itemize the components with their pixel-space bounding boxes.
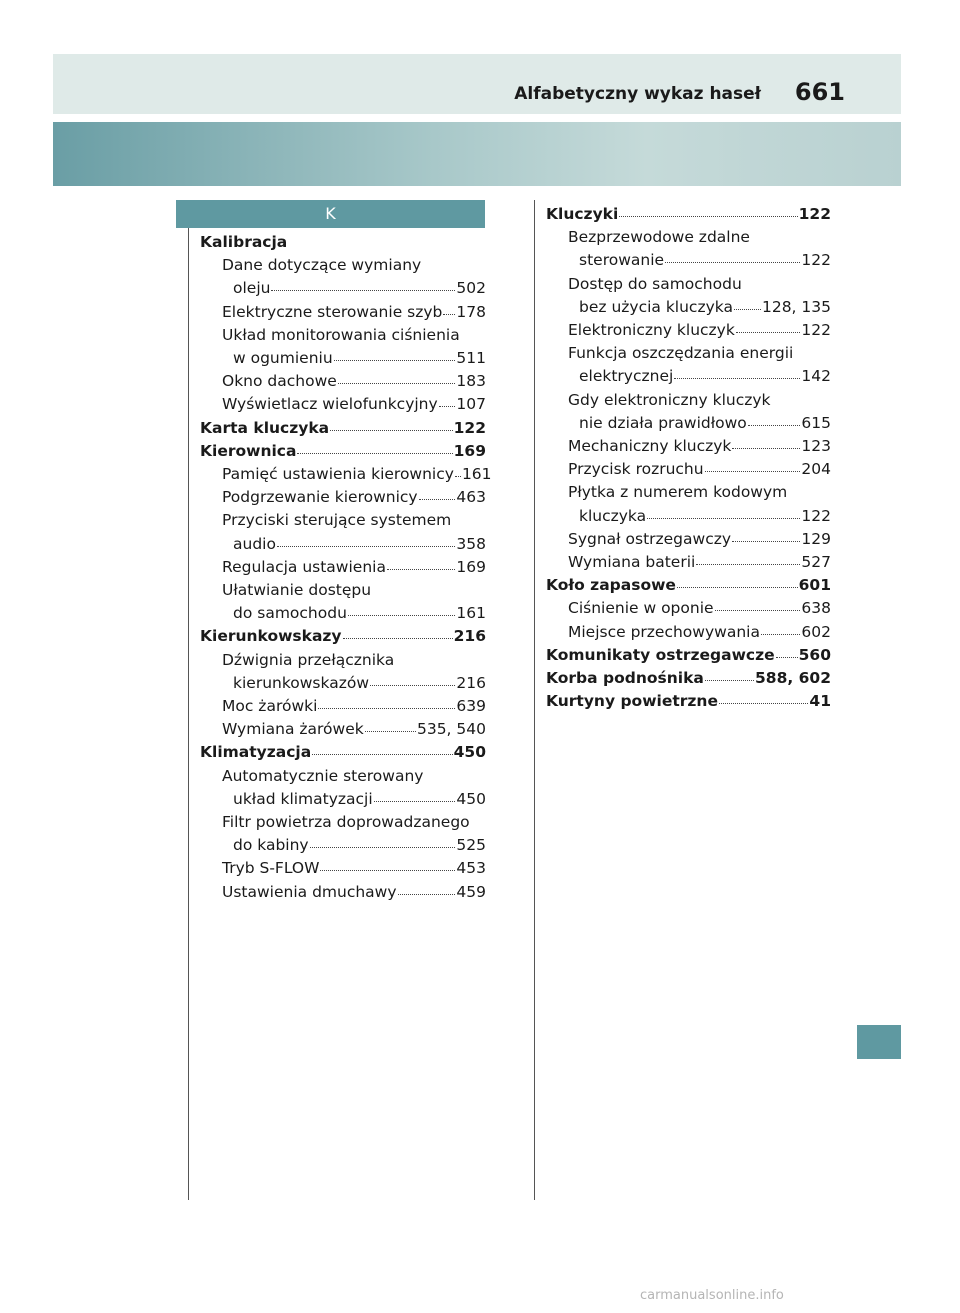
entry-term: do kabiny	[233, 836, 309, 855]
index-subheading: Dostęp do samochodu	[568, 274, 742, 293]
entry-term: oleju	[233, 279, 271, 298]
index-sub-entry	[546, 296, 831, 319]
index-sub-entry	[546, 458, 831, 481]
dot-leader	[330, 416, 453, 431]
entry-page: 142	[801, 367, 831, 386]
entry-term: Wyświetlacz wielofunkcyjny	[222, 395, 438, 414]
index-sub-entry	[200, 463, 492, 486]
index-main-entry	[200, 625, 486, 648]
entry-page: 615	[801, 413, 831, 432]
entry-term: sterowanie	[579, 251, 665, 270]
entry-page: 511	[456, 349, 486, 368]
dot-leader	[310, 833, 456, 848]
right-column-rule	[534, 200, 535, 1200]
index-main-entry	[546, 667, 831, 690]
entry-term: Karta kluczyka	[200, 418, 330, 437]
dot-leader	[297, 439, 452, 454]
dot-leader	[343, 625, 453, 640]
dot-leader	[318, 694, 455, 709]
entry-term: Okno dachowe	[222, 372, 337, 391]
side-tab	[857, 1025, 901, 1059]
right-index-column	[546, 203, 831, 713]
entry-term: Kierunkowskazy	[200, 627, 342, 646]
entry-page: 535, 540	[416, 720, 486, 739]
entry-page: 161	[456, 604, 486, 623]
dot-leader	[443, 300, 455, 315]
page-header	[53, 54, 901, 114]
entry-page: 129	[801, 529, 831, 548]
left-index-column	[200, 231, 492, 904]
entry-page: 588, 602	[755, 669, 831, 688]
index-subheading: Automatycznie sterowany	[222, 766, 424, 785]
index-sub-entry	[546, 249, 831, 272]
dot-leader	[705, 457, 801, 472]
entry-term: bez użycia kluczyka	[579, 297, 733, 316]
dot-leader	[705, 666, 754, 681]
watermark: carmanualsonline.info	[640, 1288, 784, 1303]
dot-leader	[348, 601, 456, 616]
section-letter: K	[176, 200, 485, 228]
dot-leader	[715, 597, 801, 612]
entry-page: 602	[801, 622, 831, 641]
entry-page: 601	[798, 576, 831, 595]
entry-page: 216	[453, 627, 486, 646]
index-main-entry	[546, 574, 831, 597]
entry-term: Komunikaty ostrzegawcze	[546, 645, 775, 664]
dot-leader	[320, 857, 455, 872]
entry-page: 459	[456, 882, 486, 901]
index-sub-entry	[200, 393, 486, 416]
index-subheading: Dźwignia przełącznika	[222, 650, 395, 669]
entry-term: Tryb S-FLOW	[222, 859, 320, 878]
index-main-entry	[200, 440, 486, 463]
entry-term: Kierownica	[200, 441, 297, 460]
entry-page: 169	[456, 557, 486, 576]
index-main-entry	[546, 203, 831, 226]
dot-leader	[776, 643, 798, 658]
entry-page: 502	[456, 279, 486, 298]
index-sub-entry	[200, 602, 486, 625]
dot-leader	[419, 485, 456, 500]
entry-term: Elektroniczny kluczyk	[568, 321, 735, 340]
index-sub-entry	[200, 301, 486, 324]
dot-leader	[732, 434, 800, 449]
entry-page: 122	[801, 506, 831, 525]
entry-page: 122	[801, 321, 831, 340]
entry-term: Miejsce przechowywania	[568, 622, 760, 641]
index-sub-entry	[200, 370, 486, 393]
entry-term: Kurtyny powietrzne	[546, 692, 718, 711]
entry-term: Koło zapasowe	[546, 576, 676, 595]
index-main-entry	[546, 690, 831, 713]
entry-page: 527	[801, 553, 831, 572]
entry-page: 560	[798, 645, 831, 664]
dot-leader	[748, 411, 801, 426]
index-sub-entry	[546, 597, 831, 620]
entry-page: 463	[456, 488, 486, 507]
entry-page: 123	[801, 437, 831, 456]
index-heading: Kalibracja	[200, 233, 288, 251]
dot-leader	[277, 532, 455, 547]
dot-leader	[732, 527, 800, 542]
index-subheading: Gdy elektroniczny kluczyk	[568, 390, 771, 409]
entry-term: Wymiana baterii	[568, 553, 696, 572]
entry-term: Podgrzewanie kierownicy	[222, 488, 418, 507]
entry-page: 525	[456, 836, 486, 855]
left-column-rule	[188, 228, 189, 1200]
dot-leader	[696, 550, 800, 565]
index-main-entry	[546, 644, 831, 667]
entry-page: 122	[453, 418, 486, 437]
entry-term: elektrycznej	[579, 367, 674, 386]
entry-term: Kluczyki	[546, 205, 619, 223]
entry-page: 178	[456, 302, 486, 321]
entry-page: 204	[801, 460, 831, 479]
index-main-entry	[200, 741, 486, 764]
dot-leader	[761, 620, 800, 635]
entry-page: 639	[456, 697, 486, 716]
header-title: Alfabetyczny wykaz haseł	[514, 84, 761, 104]
index-subheading: Płytka z numerem kodowym	[568, 483, 788, 502]
index-sub-entry	[200, 277, 486, 300]
index-sub-entry	[200, 718, 486, 741]
entry-page: 216	[456, 673, 486, 692]
entry-term: Moc żarówki	[222, 697, 318, 716]
entry-page: 122	[798, 205, 831, 223]
index-sub-entry	[546, 551, 831, 574]
dot-leader	[455, 462, 461, 477]
dot-leader	[665, 248, 800, 263]
entry-page: 128, 135	[761, 297, 831, 316]
dot-leader	[334, 346, 456, 361]
dot-leader	[271, 276, 455, 291]
dot-leader	[734, 295, 761, 310]
entry-page: 161	[461, 465, 492, 484]
index-subheading: Funkcja oszczędzania energii	[568, 344, 794, 363]
dot-leader	[398, 880, 456, 895]
dot-leader	[365, 717, 416, 732]
index-sub-entry	[546, 365, 831, 388]
entry-page: 41	[809, 692, 831, 711]
entry-page: 107	[456, 395, 486, 414]
index-sub-entry	[546, 435, 831, 458]
entry-page: 122	[801, 251, 831, 270]
entry-page: 169	[453, 441, 486, 460]
index-sub-entry	[200, 788, 486, 811]
entry-page: 453	[456, 859, 486, 878]
entry-term: Korba podnośnika	[546, 669, 704, 688]
dot-leader	[647, 504, 800, 519]
index-subheading: Ułatwianie dostępu	[222, 581, 372, 600]
dot-leader	[736, 318, 801, 333]
page-number: 661	[794, 78, 845, 106]
index-subheading: Układ monitorowania ciśnienia	[222, 325, 460, 344]
dot-leader	[439, 392, 456, 407]
entry-page: 450	[456, 789, 486, 808]
index-subheading: Dane dotyczące wymiany	[222, 256, 422, 275]
index-sub-entry	[200, 881, 486, 904]
entry-page: 183	[456, 372, 486, 391]
entry-term: Wymiana żarówek	[222, 720, 364, 739]
entry-term: audio	[233, 534, 276, 553]
entry-page: 358	[456, 534, 486, 553]
index-sub-entry	[546, 505, 831, 528]
index-sub-entry	[200, 672, 486, 695]
index-subheading: Filtr powietrza doprowadzanego	[222, 813, 470, 832]
index-subheading: Bezprzewodowe zdalne	[568, 228, 750, 247]
index-sub-entry	[200, 695, 486, 718]
dot-leader	[677, 573, 798, 588]
index-sub-entry	[200, 834, 486, 857]
dot-leader	[374, 787, 456, 802]
entry-term: nie działa prawidłowo	[579, 413, 747, 432]
entry-term: Klimatyzacja	[200, 743, 312, 762]
entry-page: 450	[453, 743, 486, 762]
index-subheading: Przyciski sterujące systemem	[222, 511, 452, 530]
dot-leader	[338, 369, 456, 384]
index-sub-entry	[200, 556, 486, 579]
entry-page: 638	[801, 599, 831, 618]
decorative-band	[53, 122, 901, 186]
entry-term: Przycisk rozruchu	[568, 460, 704, 479]
entry-term: Ustawienia dmuchawy	[222, 882, 397, 901]
index-sub-entry	[200, 857, 486, 880]
index-sub-entry	[200, 486, 486, 509]
index-sub-entry	[546, 319, 831, 342]
entry-term: Mechaniczny kluczyk	[568, 437, 732, 456]
index-sub-entry	[546, 621, 831, 644]
index-sub-entry	[546, 528, 831, 551]
entry-term: kierunkowskazów	[233, 673, 369, 692]
index-sub-entry	[546, 412, 831, 435]
index-main-entry	[200, 417, 486, 440]
dot-leader	[674, 364, 800, 379]
dot-leader	[370, 671, 455, 686]
entry-term: w ogumieniu	[233, 349, 333, 368]
entry-term: Pamięć ustawienia kierownicy	[222, 465, 454, 484]
entry-term: kluczyka	[579, 506, 647, 525]
dot-leader	[387, 555, 455, 570]
entry-term: Elektryczne sterowanie szyb	[222, 302, 443, 321]
entry-term: Regulacja ustawienia	[222, 557, 386, 576]
dot-leader	[719, 689, 808, 704]
entry-term: do samochodu	[233, 604, 347, 623]
entry-term: układ klimatyzacji	[233, 789, 373, 808]
index-sub-entry	[200, 533, 486, 556]
dot-leader	[312, 741, 452, 756]
entry-term: Sygnał ostrzegawczy	[568, 529, 732, 548]
index-sub-entry	[200, 347, 486, 370]
entry-term: Ciśnienie w oponie	[568, 599, 714, 618]
dot-leader	[619, 202, 797, 217]
